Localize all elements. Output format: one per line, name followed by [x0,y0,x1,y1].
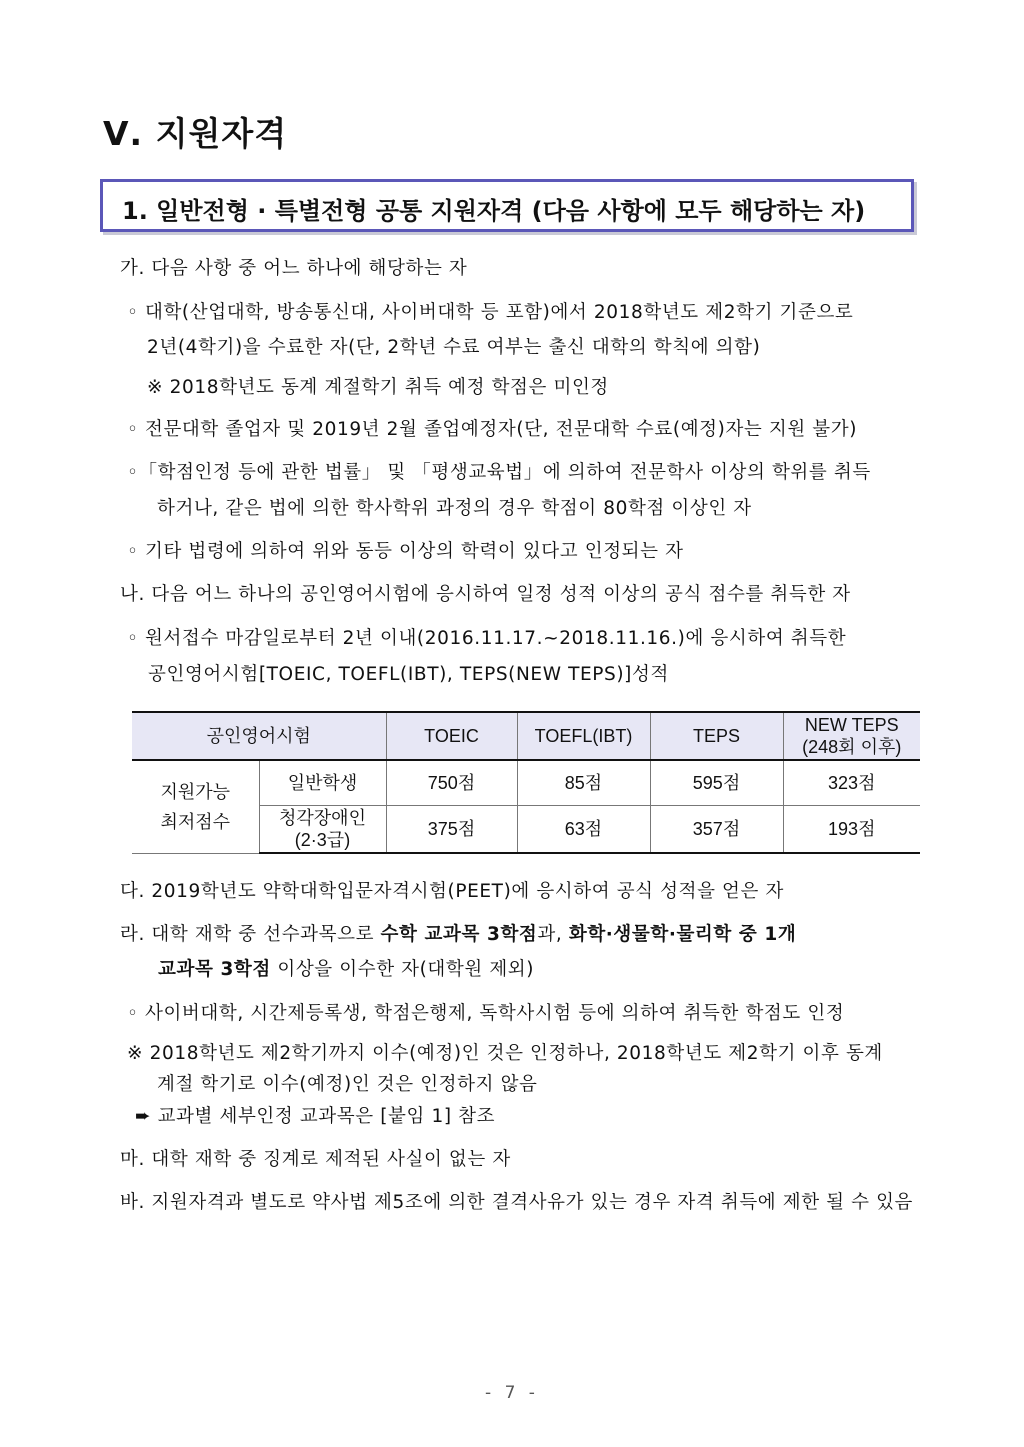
cell-teps: 357점 [650,806,783,854]
header-new-teps-line-1: NEW TEPS [804,715,899,735]
page-heading: Ⅴ. 지원자격 [103,114,288,153]
row-type-line-2: (2·3급) [294,830,351,850]
page-number: - 7 - [485,1383,539,1403]
table-row [132,760,920,806]
item-ga-bullet-1-line-1: ◦ 대학(산업대학, 방송통신대, 사이버대학 등 포함)에서 2018학년도 제2학기 기준으로 [127,302,854,323]
item-ra-reference: ➨ 교과별 세부인정 교과목은 [붙임 1] 참조 [135,1106,496,1127]
item-ga-bullet-4: ◦ 기타 법령에 의하여 위와 동등 이상의 학력이 있다고 인정되는 자 [127,541,684,562]
cell-toefl: 63점 [517,806,650,854]
item-ga-bullet-3-line-2: 하거나, 같은 법에 의한 학사학위 과정의 경우 학점이 80학점 이상인 자 [157,498,752,519]
cell-teps: 595점 [650,760,783,806]
item-da: 다. 2019학년도 약학대학입문자격시험(PEET)에 응시하여 공식 성적을 얻은 자 [120,881,784,902]
item-ra-note-line-2: 계절 학기로 이수(예정)인 것은 인정하지 않음 [157,1074,538,1095]
cell-toeic: 750점 [386,760,517,806]
cell-new-teps: 193점 [783,806,920,854]
item-na-bullet-1-line-1: ◦ 원서접수 마감일로부터 2년 이내(2016.11.17.~2018.11.16.)에 응시하여 취득한 [127,628,847,649]
item-ra-bold-credits: 교과목 3학점 [158,959,271,980]
table-header-row [132,712,920,760]
item-ga-note: ※ 2018학년도 동계 계절학기 취득 예정 학점은 미인정 [147,377,609,398]
section-title: 1. 일반전형 · 특별전형 공통 지원자격 (다음 사항에 모두 해당하는 자) [122,197,866,225]
item-ra-line-2 [158,957,534,983]
item-ra-bold-math: 수학 교과목 3학점 [380,924,538,945]
row-label-line-1: 지원가능 [160,781,231,802]
item-ga: 가. 다음 사항 중 어느 하나에 해당하는 자 [120,258,468,279]
header-toeic: TOEIC [386,712,517,760]
row-label-cell [132,760,259,853]
cell-toeic: 375점 [386,806,517,854]
item-ga-bullet-1-line-2: 2년(4학기)을 수료한 자(단, 2학년 수료 여부는 출신 대학의 학칙에 의함) [147,337,761,358]
header-teps: TEPS [650,712,783,760]
item-ra-bold-science: 화학·생물학·물리학 중 1개 [568,924,797,945]
item-ra-text-1: 라. 대학 재학 중 선수과목으로 [120,924,381,945]
header-new-teps-line-2: (248회 이후) [802,737,902,757]
english-score-table [132,711,920,854]
item-ra-text-2: 과, [537,924,569,945]
item-na: 나. 다음 어느 하나의 공인영어시험에 응시하여 일정 성적 이상의 공식 점수를 취득한 자 [120,584,851,605]
header-toefl: TOEFL(IBT) [517,712,650,760]
item-na-bullet-1-line-2: 공인영어시험[TOEIC, TOEFL(IBT), TEPS(NEW TEPS)]성적 [148,664,669,685]
row-type [259,806,386,854]
item-ga-bullet-3-line-1: ◦「학점인정 등에 관한 법률」 및 「평생교육법」에 의하여 전문학사 이상의 학위를 취득 [127,462,871,483]
header-exam: 공인영어시험 [132,712,386,760]
header-new-teps [783,712,920,760]
cell-toefl: 85점 [517,760,650,806]
item-ba: 바. 지원자격과 별도로 약사법 제5조에 의한 결격사유가 있는 경우 자격 취득에 제한 될 수 있음 [120,1192,914,1213]
section-title-box [100,179,914,232]
row-type-line-1: 청각장애인 [279,808,366,828]
cell-new-teps: 323점 [783,760,920,806]
item-ra-note-line-1: ※ 2018학년도 제2학기까지 이수(예정)인 것은 인정하나, 2018학년도 제2학기 이후 동계 [127,1043,883,1064]
item-ga-bullet-2: ◦ 전문대학 졸업자 및 2019년 2월 졸업예정자(단, 전문대학 수료(예정)자는 지원 불가) [127,419,858,440]
item-ra-bullet-1: ◦ 사이버대학, 시간제등록생, 학점은행제, 독학사시험 등에 의하여 취득한 학점도 인정 [127,1003,845,1024]
item-ma: 마. 대학 재학 중 징계로 제적된 사실이 없는 자 [120,1149,511,1170]
item-ra-text-3: 이상을 이수한 자(대학원 제외) [270,959,535,980]
item-ra-line-1 [120,922,796,948]
row-label-line-2: 최저점수 [160,811,231,832]
row-type: 일반학생 [259,760,386,806]
